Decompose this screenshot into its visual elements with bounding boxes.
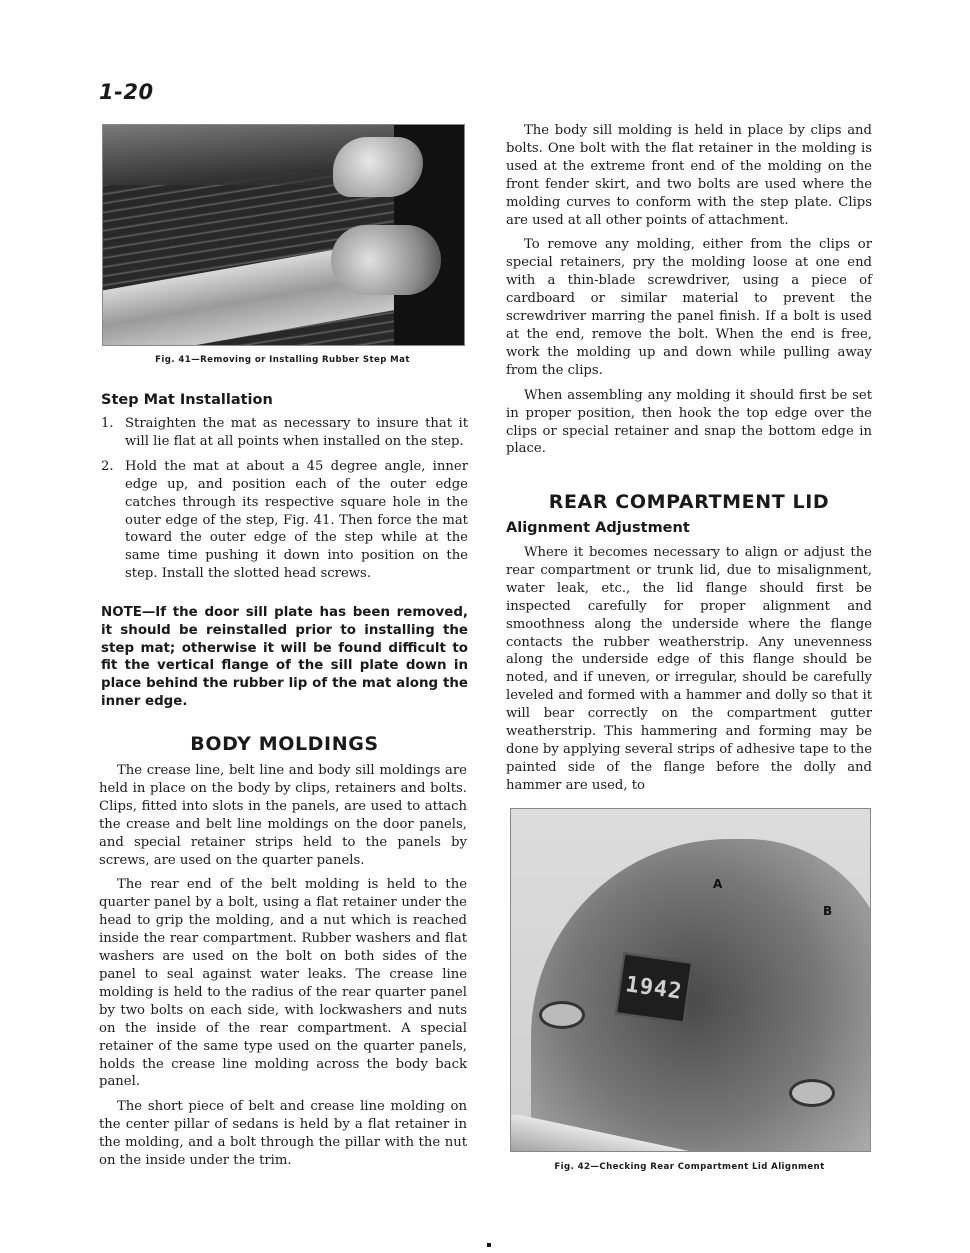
rear-compartment-lid-heading: REAR COMPARTMENT LID [548, 491, 830, 513]
page-number: 1-20 [99, 80, 154, 104]
body-moldings-text [99, 762, 467, 1177]
figure-41-caption: Fig. 41—Removing or Installing Rubber Step Mat [155, 355, 410, 365]
step-item [101, 415, 468, 451]
tail-light-right [789, 1079, 835, 1107]
moldings-continued-text [506, 122, 872, 465]
step-item [101, 458, 468, 583]
paragraph: The short piece of belt and crease line molding on the center pillar of sedans is held by a flat retainer in the molding, and a bolt through the pillar with the nut on the inside under the trim. [99, 1099, 467, 1169]
label-a: A [713, 877, 723, 891]
tail-light-left [539, 1001, 585, 1029]
figure-42-caption: Fig. 42—Checking Rear Compartment Lid Alignment [554, 1162, 825, 1172]
body-moldings-heading: BODY MOLDINGS [190, 733, 379, 755]
lower-hand [331, 225, 441, 295]
upper-hand [333, 137, 423, 197]
license-plate: 1942 [615, 952, 693, 1023]
figure-41-photo [102, 124, 465, 346]
alignment-text [506, 544, 872, 802]
step-mat-note: NOTE—If the door sill plate has been removed, it should be reinstalled prior to installing the step mat; otherwise it will be found difficult to fit the vertical flange of the sill plate down in place behind the rubber lip of the mat along the inner edge. [101, 605, 468, 709]
figure-42-photo [510, 808, 871, 1152]
paragraph: The body sill molding is held in place by clips and bolts. One bolt with the flat retainer in the molding is used at the extreme front end of the molding on the front fender skirt, and two bolts are used where the molding curves to conform with the step plate. Clips are used at all other points of attachment. [506, 123, 872, 228]
step-text: Straighten the mat as necessary to insure that it will lie flat at all points when installed on the step. [125, 416, 468, 449]
paragraph: When assembling any molding it should first be set in proper position, then hook the top edge over the clips or special retainer and snap the bottom edge in place. [506, 387, 872, 457]
paragraph: The rear end of the belt molding is held to the quarter panel by a bolt, using a flat retainer under the head to grip the molding, and a nut which is reached inside the rear compartment. Rubber washers and flat washers are used on the bolt on both sides of the panel to seal against water leaks. The crease line molding is held to the radius of the rear quarter panel by two bolts on each side, with lockwashers and nuts on the inside of the rear compartment. A special retainer of the same type used on the quarter panels, holds the crease line molding across the body back panel. [99, 877, 467, 1090]
paragraph: Where it becomes necessary to align or adjust the rear compartment or trunk lid, due to misalignment, water leak, etc., the lid flange should first be inspected carefully for proper alignment and smoothness along the underside where the flange contacts the rubber weatherstrip. Any unevenness along the underside edge of this flange should be noted, and if uneven, or irregular, should be carefully leveled and formed with a hammer and dolly so that it will bear correctly on the compartment gutter weatherstrip. This hammering and forming may be done by applying several strips of adhesive tape to the painted side of the flange before the dolly and hammer are used, to [506, 545, 872, 793]
alignment-adjustment-heading: Alignment Adjustment [506, 520, 690, 536]
page-mark [487, 1243, 491, 1247]
step-text: Hold the mat at about a 45 degree angle, inner edge up, and position each of the outer edge catches through its respective square hole in the outer edge of the step, Fig. 41. Then force the mat toward the outer edge of the step while at the same time pushing it down into position on the step. Install the slotted head screws. [125, 458, 468, 582]
step-mat-steps [101, 415, 468, 590]
paragraph: The crease line, belt line and body sill moldings are held in place on the body by clips, retainers and bolts. Clips, fitted into slots in the panels, are used to attach the crease and belt line moldings on the door panels, and special retainer strips held to the panels by screws, are used on the quarter panels. [99, 763, 467, 868]
label-b: B [823, 904, 833, 918]
step-number: 2. [101, 458, 114, 474]
step-number: 1. [101, 416, 114, 431]
paragraph: To remove any molding, either from the clips or special retainers, pry the molding loose at one end with a thin-blade screwdriver, using a piece of cardboard or similar material to prevent the screwdriver marring the panel finish. If a bolt is used at the end, remove the bolt. When the end is free, work the molding up and down while pulling away from the clips. [506, 237, 872, 378]
step-mat-heading: Step Mat Installation [101, 392, 273, 408]
